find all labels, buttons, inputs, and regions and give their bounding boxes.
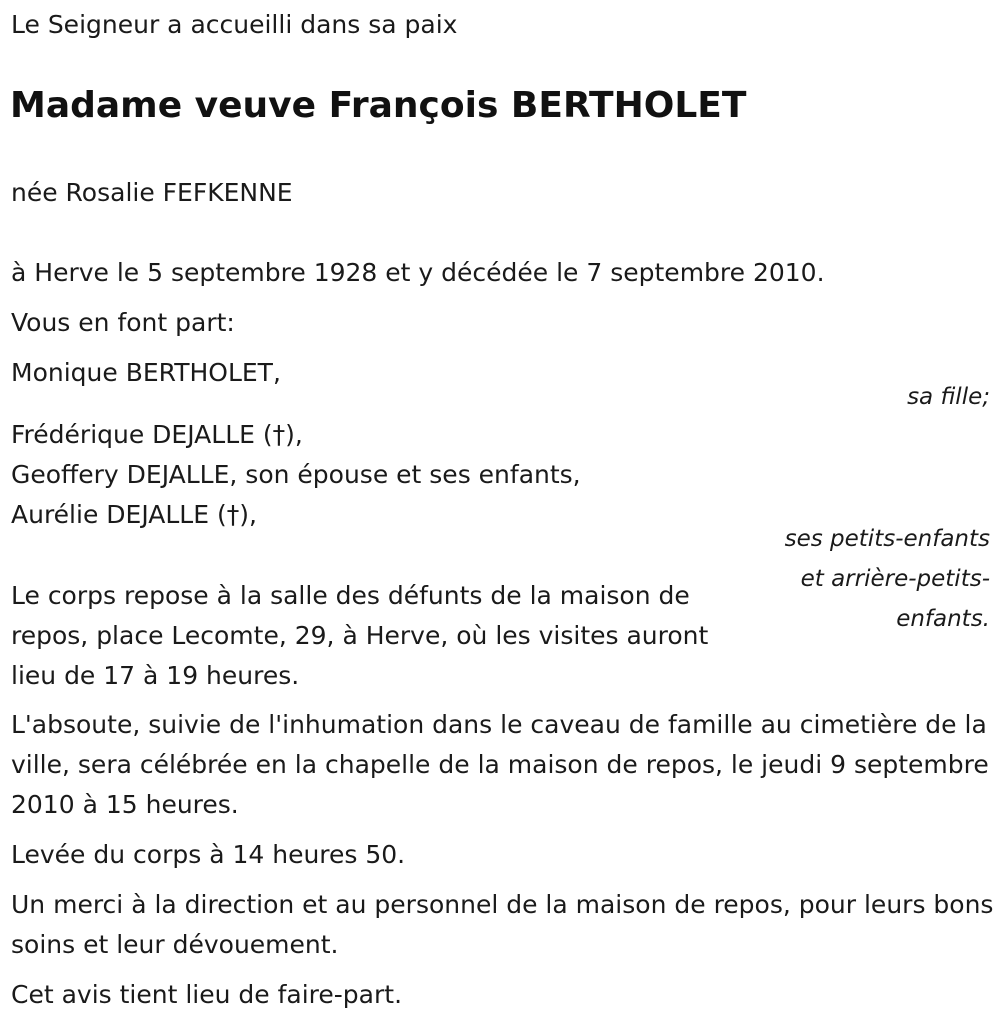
- deceased-name: Madame veuve François BERTHOLET: [10, 85, 747, 126]
- avis-text: Cet avis tient lieu de faire-part.: [11, 980, 403, 1009]
- grandchild-2: Geoffery DEJALLE, son épouse et ses enfants,: [11, 460, 581, 489]
- grandchild-1: Frédérique DEJALLE (†),: [11, 420, 303, 449]
- daughter-relation: sa fille;: [907, 384, 990, 410]
- birth-death-dates: à Herve le 5 septembre 1928 et y décédée le 7 septembre 2010.: [11, 258, 825, 287]
- repose-paragraph: Le corps repose à la salle des défunts de la maison de repos, place Lecomte, 29, à Herve, où les visites auront lieu de 17 à 19 heures.: [11, 581, 709, 690]
- grandchild-3: Aurélie DEJALLE (†),: [11, 500, 257, 529]
- levee-text: Levée du corps à 14 heures 50.: [11, 840, 406, 869]
- announce-text: Vous en font part:: [11, 308, 235, 337]
- grandchildren-relation-3: enfants.: [896, 606, 990, 632]
- grandchildren-relation-2: et arrière-petits-: [800, 566, 990, 592]
- daughter-name: Monique BERTHOLET,: [11, 358, 281, 387]
- merci-paragraph: Un merci à la direction et au personnel de la maison de repos, pour leurs bons soins et leur dévouement.: [11, 890, 994, 959]
- intro-text: Le Seigneur a accueilli dans sa paix: [11, 10, 458, 39]
- maiden-name: née Rosalie FEFKENNE: [11, 178, 293, 207]
- grandchildren-relation-1: ses petits-enfants: [784, 526, 990, 552]
- absoute-paragraph: L'absoute, suivie de l'inhumation dans le caveau de famille au cimetière de la ville, sera célébrée en la chapelle de la maison de repos, le jeudi 9 septembre 2010 à 15 heures.: [11, 710, 989, 819]
